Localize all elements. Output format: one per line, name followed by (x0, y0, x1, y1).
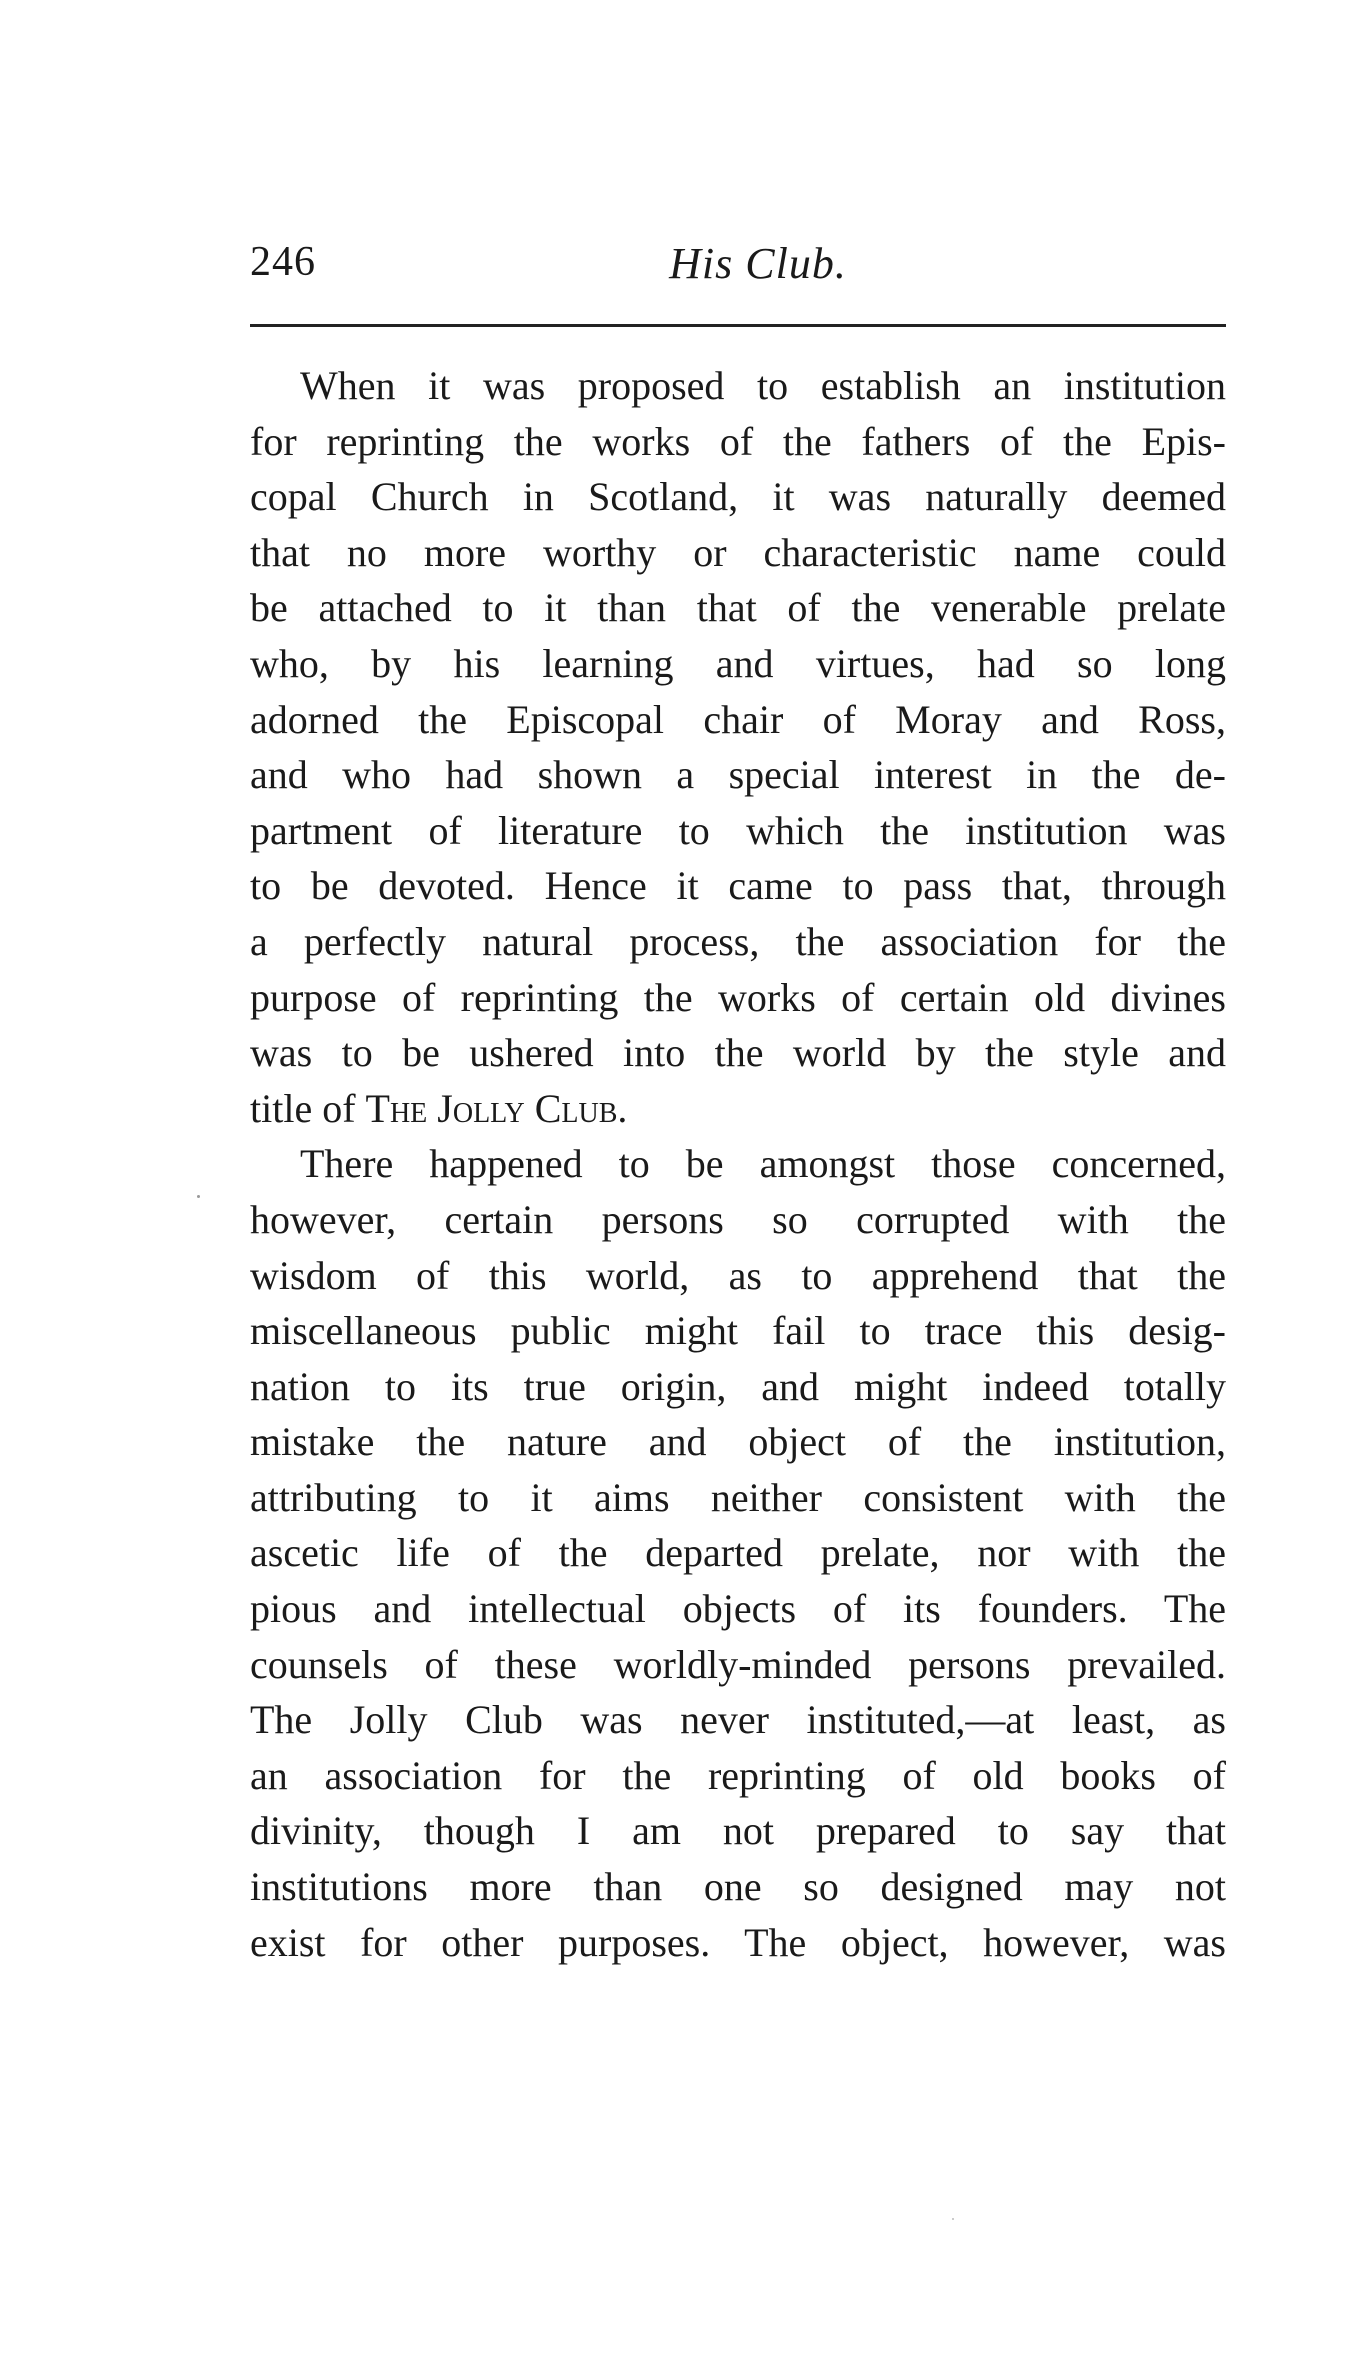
text-line: miscellaneous public might fail to trace this desig- (250, 1308, 1226, 1354)
text-line: ascetic life of the departed prelate, nor with the (250, 1530, 1226, 1576)
text-line: wisdom of this world, as to apprehend that the (250, 1252, 1226, 1298)
text-line: was to be ushered into the world by the style and (250, 1030, 1226, 1076)
text-line: a perfectly natural process, the association for the (250, 918, 1226, 964)
text-line: divinity, though I am not prepared to say that (250, 1808, 1226, 1854)
club-name-smallcaps: The Jolly Club (365, 1085, 618, 1131)
text-line: mistake the nature and object of the institution, (250, 1419, 1226, 1465)
text-line: exist for other purposes. The object, however, was (250, 1919, 1226, 1965)
text-line-last (250, 1081, 1226, 1137)
text-line: purpose of reprinting the works of certain old divines (250, 974, 1226, 1020)
last-line-prefix: title of (250, 1085, 366, 1131)
text-line: and who had shown a special interest in the de- (250, 752, 1226, 798)
text-line: that no more worthy or characteristic name could (250, 529, 1226, 575)
text-line: partment of literature to which the institution was (250, 807, 1226, 853)
running-head: His Club. (669, 239, 847, 288)
text-line: There happened to be amongst those concerned, (300, 1141, 1226, 1187)
paragraph-2 (250, 1136, 1226, 1970)
header-rule (250, 324, 1226, 327)
text-line: pious and intellectual objects of its founders. The (250, 1586, 1226, 1632)
text-line: to be devoted. Hence it came to pass that, through (250, 863, 1226, 909)
margin-speck (197, 1195, 200, 1198)
margin-speck (952, 2218, 954, 2220)
text-line: The Jolly Club was never instituted,—at least, as (250, 1697, 1226, 1743)
page-number: 246 (250, 239, 316, 285)
text-line: be attached to it than that of the venerable prelate (250, 585, 1226, 631)
text-line: copal Church in Scotland, it was naturally deemed (250, 474, 1226, 520)
text-line: for reprinting the works of the fathers of the Epis- (250, 418, 1226, 464)
text-line: who, by his learning and virtues, had so long (250, 640, 1226, 686)
text-line: nation to its true origin, and might indeed totally (250, 1363, 1226, 1409)
last-line-suffix: . (617, 1085, 628, 1131)
text-line: however, certain persons so corrupted with the (250, 1196, 1226, 1242)
text-line: institutions more than one so designed may not (250, 1864, 1226, 1910)
text-line: counsels of these worldly-minded persons prevailed. (250, 1641, 1226, 1687)
page-header (250, 238, 1226, 308)
text-line: attributing to it aims neither consistent with the (250, 1474, 1226, 1520)
text-line: adorned the Episcopal chair of Moray and Ross, (250, 696, 1226, 742)
body-text (250, 358, 1226, 1970)
text-line: When it was proposed to establish an institution (300, 363, 1226, 408)
text-line: an association for the reprinting of old books of (250, 1752, 1226, 1798)
paragraph-1 (250, 358, 1226, 1136)
